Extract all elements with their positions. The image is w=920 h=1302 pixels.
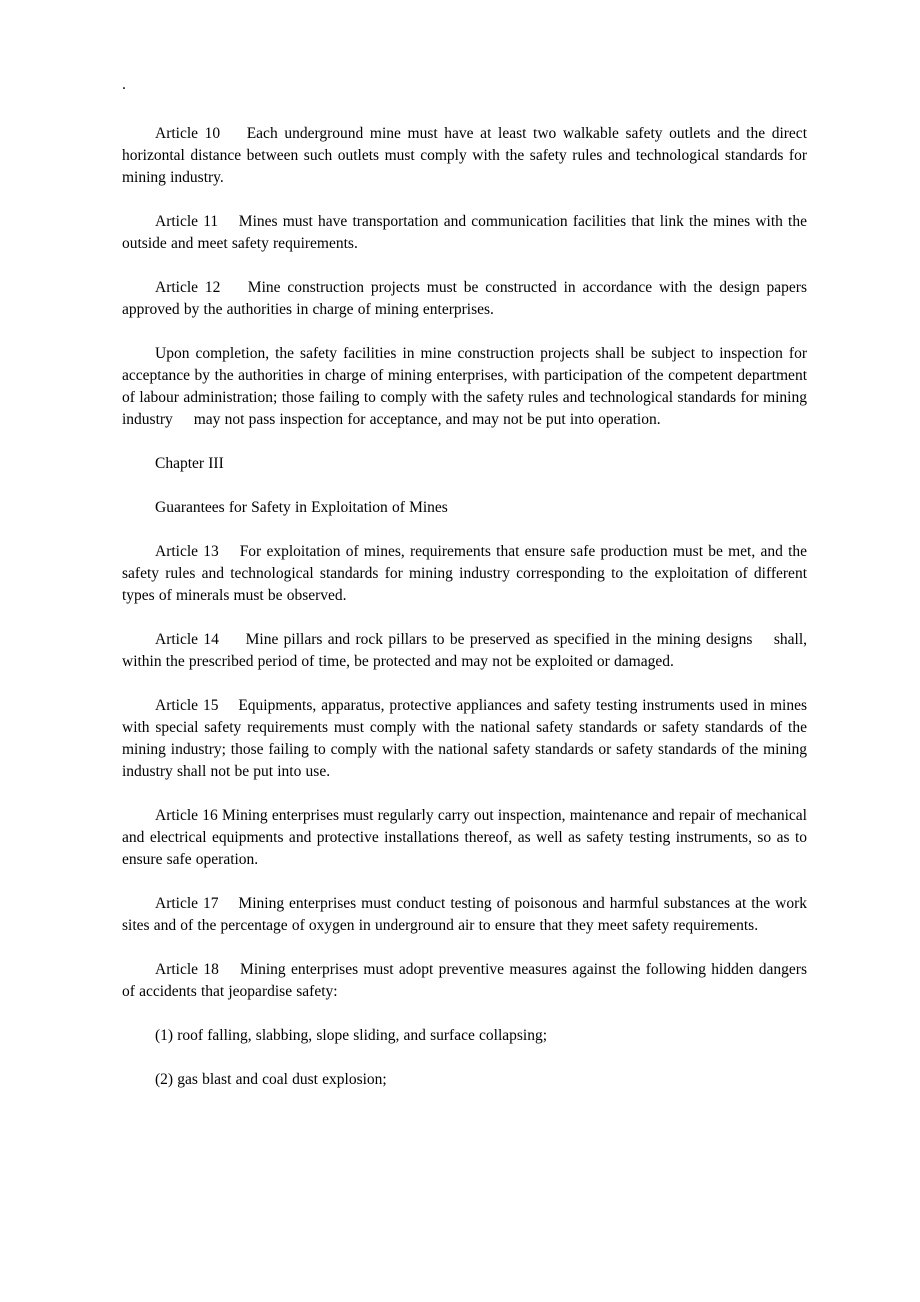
document-body (122, 123, 812, 1091)
article-18: Article 18 Mining enterprises must adopt preventive measures against the following hidden dangers of accidents that jeopardise safety: (122, 961, 812, 1000)
article-14: Article 14 Mine pillars and rock pillars to be preserved as specified in the mining designs shall, within the prescribed period of time, be protected and may not be exploited or damaged. (122, 631, 812, 670)
article-17: Article 17 Mining enterprises must conduct testing of poisonous and harmful substances at the work sites and of the percentage of oxygen in underground air to ensure that they meet safety requirements. (122, 895, 812, 934)
stray-period-mark: . (122, 76, 126, 93)
article-18-item-1: (1) roof falling, slabbing, slope sliding, and surface collapsing; (155, 1027, 548, 1044)
chapter-heading: Chapter III (155, 455, 224, 472)
article-18-item-2: (2) gas blast and coal dust explosion; (155, 1071, 387, 1088)
chapter-title: Guarantees for Safety in Exploitation of Mines (155, 499, 448, 516)
article-10: Article 10 Each underground mine must have at least two walkable safety outlets and the direct horizontal distance between such outlets must comply with the safety rules and technological standards for mining industry. (122, 125, 812, 186)
article-12-continuation: Upon completion, the safety facilities in mine construction projects shall be subject to inspection for acceptance by the authorities in charge of mining enterprises, with participation of the competent department of labour administration; those failing to comply with the safety rules and technological standards for mining industry may not pass inspection for acceptance, and may not be put into operation. (122, 345, 812, 428)
article-12: Article 12 Mine construction projects must be constructed in accordance with the design papers approved by the authorities in charge of mining enterprises. (122, 279, 812, 318)
article-11: Article 11 Mines must have transportation and communication facilities that link the mines with the outside and meet safety requirements. (122, 213, 812, 252)
article-13: Article 13 For exploitation of mines, requirements that ensure safe production must be met, and the safety rules and technological standards for mining industry corresponding to the exploitation of different types of minerals must be observed. (122, 543, 812, 604)
article-15: Article 15 Equipments, apparatus, protective appliances and safety testing instruments used in mines with special safety requirements must comply with the national safety standards or safety standards of the mining industry; those failing to comply with the national safety standards or safety standards of the mining industry shall not be put into use. (122, 697, 812, 780)
article-16: Article 16 Mining enterprises must regularly carry out inspection, maintenance and repair of mechanical and electrical equipments and protective installations thereof, as well as safety testing instruments, so as to ensure safe operation. (122, 807, 812, 868)
